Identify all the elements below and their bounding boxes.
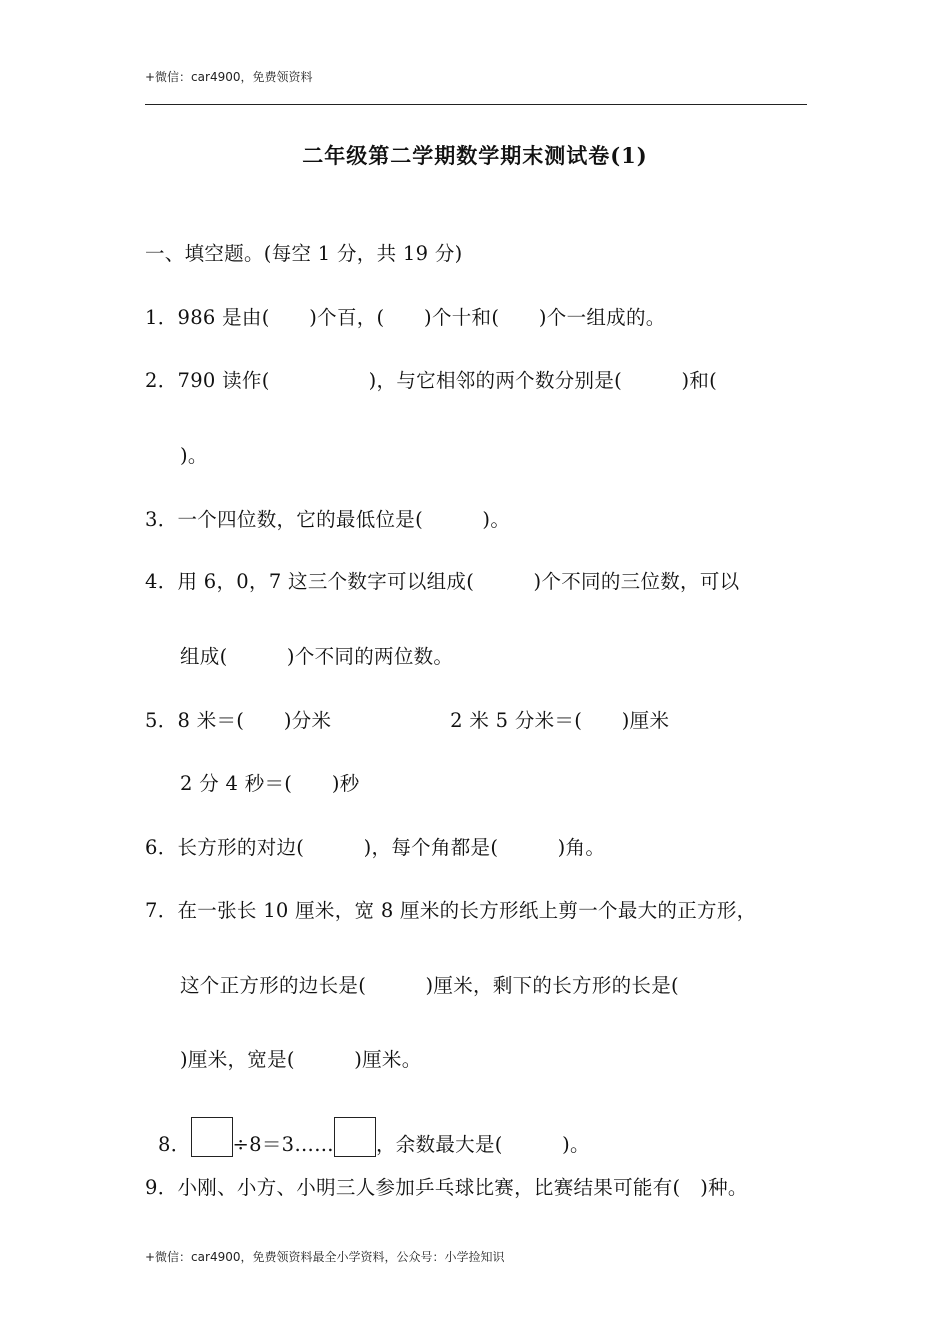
question-7-line-3: )厘米，宽是( )厘米。: [180, 1048, 422, 1071]
footer-watermark: +微信：car4900，免费领资料最全小学资料，公众号：小学捡知识: [145, 1250, 505, 1264]
blank-box-dividend: [191, 1117, 233, 1157]
question-1: 1．986 是由( )个百，( )个十和( )个一组成的。: [145, 306, 666, 329]
question-5-line-2: 2 分 4 秒＝( )秒: [180, 772, 360, 795]
header-watermark: +微信：car4900，免费领资料: [145, 70, 313, 84]
question-4-line-1: 4．用 6，0，7 这三个数字可以组成( )个不同的三位数，可以: [145, 570, 740, 593]
question-7-line-2: 这个正方形的边长是( )厘米，剩下的长方形的长是(: [180, 974, 679, 997]
question-2-line-1: 2．790 读作( )，与它相邻的两个数分别是( )和(: [145, 369, 718, 392]
question-2-line-2: )。: [180, 444, 208, 467]
question-8-tail: ，余数最大是( )。: [375, 1133, 590, 1156]
page-title: 二年级第二学期数学期末测试卷(1): [302, 143, 648, 168]
section-heading: 一、填空题。(每空 1 分，共 19 分): [145, 242, 463, 265]
question-8-number: 8．: [158, 1133, 191, 1156]
question-8: [145, 1094, 590, 1157]
question-8-expression: ÷8＝3……: [232, 1133, 334, 1156]
question-9: 9．小刚、小方、小明三人参加乒乓球比赛，比赛结果可能有( )种。: [145, 1176, 748, 1199]
question-5-line-1: 5．8 米＝( )分米 2 米 5 分米＝( )厘米: [145, 709, 670, 732]
question-6: 6．长方形的对边( )，每个角都是( )角。: [145, 836, 606, 859]
question-7-line-1: 7．在一张长 10 厘米，宽 8 厘米的长方形纸上剪一个最大的正方形，: [145, 899, 757, 922]
header-rule: [145, 104, 807, 105]
blank-box-remainder: [334, 1117, 376, 1157]
question-3: 3．一个四位数，它的最低位是( )。: [145, 508, 511, 531]
question-4-line-2: 组成( )个不同的两位数。: [180, 645, 454, 668]
